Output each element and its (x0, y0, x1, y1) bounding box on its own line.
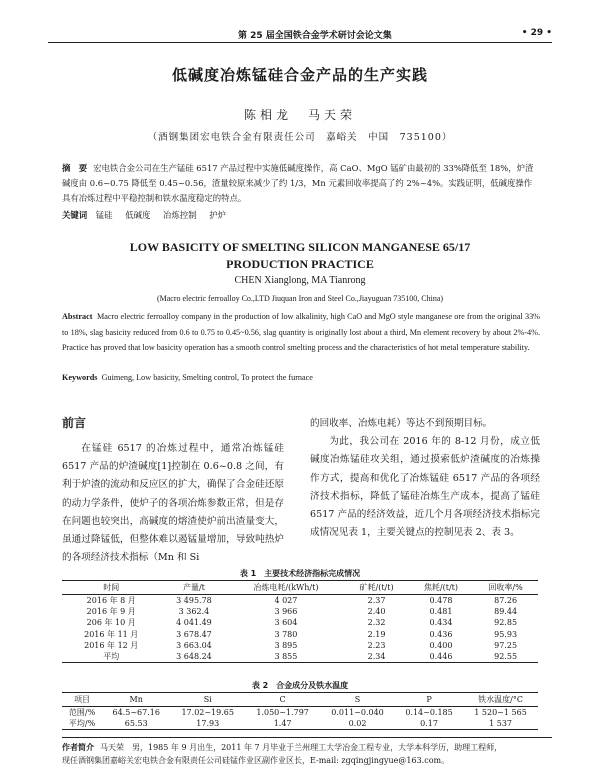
table-cell: 17.93 (170, 718, 245, 730)
table-cell: 64.5~67.16 (112, 708, 160, 718)
table-cell: 3 663.04 (176, 640, 212, 650)
footnote-line2: 现任酒钢集团嘉峪关宏电铁合金有限责任公司硅锰作业区副作业区长，E-mail: zgqingjingyue@163.com。 (62, 756, 450, 765)
table-cell: 2016 年 9 月 (86, 607, 136, 617)
author-footnote (62, 737, 552, 767)
table-row (62, 629, 538, 640)
table-header-cell: S (320, 693, 395, 707)
chinese-keyword: 冶炼控制 (163, 210, 197, 220)
chinese-keywords-label: 关键词 (62, 210, 88, 220)
table-cell: 3 966 (274, 607, 298, 617)
english-title (0, 239, 600, 273)
table-row (62, 640, 538, 651)
table-cell: 92.55 (473, 651, 538, 663)
english-authors: CHEN Xianglong, MA Tianrong (234, 275, 366, 286)
table1-caption: 表 1 主要技术经济指标完成情况 (239, 569, 361, 578)
page-number: • 29 • (521, 28, 552, 38)
table-cell: 3 855 (227, 651, 344, 663)
table1 (62, 580, 538, 663)
table2-caption: 表 2 合金成分及铁水温度 (251, 681, 349, 690)
table-header-cell: C (245, 693, 320, 707)
table-header-cell: 冶炼电耗/(kWh/t) (227, 581, 344, 595)
right-paragraph: 为此，我公司在 2016 年的 8-12 月份，成立低碱度冶炼锰硅攻关组，通过摸索低炉渣碱度的冶炼操作方式，提高和优化了冶炼锰硅 6517 产品的各项经济技术指标，降低了锰硅冶炼生产成本，提高了锰硅 6517 产品的经济效益，近几个月各项经济技术指标完成情况见表 1，主要关键点的控制见表 2、表 3。 (310, 436, 540, 539)
table-cell: 2016 年 12 月 (84, 640, 139, 650)
running-header (48, 26, 552, 43)
table2 (62, 692, 538, 730)
table-cell: 0.02 (320, 718, 395, 730)
left-column (62, 440, 284, 567)
english-abstract-text: Macro electric ferroalloy company in the production of low alkalinity, high CaO and MgO style manganese ore from the original 33% to 18%, slag basicity reduced from 0.6 to 0.75 to 0.45~0.56, slag quantity is originally lost about a third, Mn element recovery by about 2%-4%. Practice has proved that low basicity operation has a smooth control smelting process and the characteristics of hot metal temperature stability. (62, 312, 541, 352)
table-cell: 3 648.24 (160, 651, 227, 663)
chinese-keyword: 低碱度 (125, 210, 151, 220)
table-cell: 范围/% (68, 708, 96, 718)
table-header-cell: 焦耗/(t/t) (409, 581, 473, 595)
table-cell: 2.34 (344, 651, 408, 663)
chinese-keywords (62, 209, 540, 221)
table-header-cell: Si (170, 693, 245, 707)
table-cell: 3 362.4 (178, 607, 210, 617)
table-cell: 2.32 (367, 618, 386, 628)
table-cell: 89.44 (494, 607, 518, 617)
table-cell: 2.40 (367, 607, 386, 617)
table-cell: 65.53 (102, 718, 170, 730)
table-cell: 17.02~19.65 (181, 708, 234, 718)
table-header-row (62, 693, 538, 707)
chinese-abstract (62, 161, 540, 206)
table-cell: 3 495.78 (176, 596, 212, 606)
journal-title: 第 25 届全国铁合金学术研讨会论文集 (238, 31, 392, 41)
table-cell: 3 780 (274, 629, 298, 639)
left-paragraph: 在锰硅 6517 的冶炼过程中，通常冶炼锰硅 6517 产品的炉渣碱度[1]控制在 0.6~0.8 之间，有利于炉渣的流动和反应区的扩大，确保了合金硅还原的动力学条件，使炉子的各项冶炼参数正常，但是存在问题也较突出，高碱度的熔渣使炉前出渣量变大，虽通过降锰低，但整体难以遏锰量增加，导致吨热炉的各项经济技术指标（Mn 和 Si (62, 443, 284, 564)
footnote-line1 (62, 741, 552, 754)
table-header-cell: 回收率/% (473, 581, 538, 595)
table-cell: 97.25 (494, 640, 518, 650)
table-row (62, 718, 538, 730)
chinese-abstract-label: 摘 要 (62, 163, 88, 173)
table-header-cell: 项目 (62, 693, 102, 707)
table-cell: 2.23 (367, 640, 386, 650)
table-header-cell: 产量/t (160, 581, 227, 595)
table-cell: 3 678.47 (176, 629, 212, 639)
table-cell: 2016 年 11 月 (84, 629, 139, 639)
table-row (62, 595, 538, 607)
table-cell: 95.93 (494, 629, 518, 639)
table-row (62, 606, 538, 617)
section-title: 前言 (62, 416, 87, 430)
chinese-abstract-text: 宏电铁合金公司在生产锰硅 6517 产品过程中实施低碱度操作，高 CaO、MgO 锰矿由最初的 33%降低至 18%，炉渣碱度由 0.6~0.75 降低至 0.45~0.56，渣量较原来减少了约 1/3，Mn 元素回收率提高了约 2%~4%。实践证明，低碱度操作具有冶炼过程中平稳控制和铁水温度稳定的特点。 (62, 163, 534, 203)
english-abstract-label: Abstract (62, 312, 93, 321)
table-cell: 0.478 (429, 596, 453, 606)
table-cell: 4 041.49 (176, 618, 212, 628)
table-cell: 2.37 (367, 596, 386, 606)
table-row (62, 617, 538, 628)
table-cell: 0.14~0.185 (405, 708, 453, 718)
table-cell: 1.050~1.797 (256, 708, 309, 718)
right-column (310, 415, 540, 542)
table-cell: 206 年 10 月 (86, 618, 136, 628)
table-row (62, 651, 538, 663)
english-keywords (62, 373, 540, 382)
english-title-line1: LOW BASICITY OF SMELTING SILICON MANGANESE 65/17 (129, 240, 471, 254)
table-header-cell: 矿耗/(t/t) (344, 581, 408, 595)
table-cell: 1.47 (245, 718, 320, 730)
footnote-text-1: 马天荣 男，1985 年 9 月出生，2011 年 7 月毕业于兰州理工大学冶金工程专业，大学本科学历，助理工程师， (100, 743, 503, 752)
table-cell: 3 895 (274, 640, 298, 650)
table-cell: 0.011~0.040 (331, 708, 384, 718)
table-cell: 0.446 (409, 651, 473, 663)
english-abstract (62, 309, 540, 356)
table-cell: 0.400 (429, 640, 453, 650)
table-cell: 1 537 (463, 718, 538, 730)
table-cell: 平均/% (62, 718, 102, 730)
table-cell: 1 520~1 565 (474, 708, 527, 718)
table-header-cell: 铁水温度/°C (463, 693, 538, 707)
chinese-title: 低碱度冶炼锰硅合金产品的生产实践 (171, 66, 428, 84)
table-cell: 0.434 (429, 618, 453, 628)
table-cell: 4 027 (274, 596, 298, 606)
table-header-cell: P (395, 693, 463, 707)
right-paragraph-continued: 的回收率、冶炼电耗）等达不到预期目标。 (310, 418, 493, 429)
table-cell: 2016 年 8 月 (86, 596, 136, 606)
table-cell: 92.85 (494, 618, 518, 628)
table-cell: 0.17 (395, 718, 463, 730)
footnote-label: 作者简介 (62, 743, 94, 752)
chinese-keyword: 护炉 (209, 210, 226, 220)
table-cell: 87.26 (494, 596, 518, 606)
english-keywords-text: Guimeng, Low basicity, Smelting control, To protect the furnace (101, 373, 313, 382)
table-cell: 2.19 (367, 629, 386, 639)
table-header-row (62, 581, 538, 595)
table-cell: 0.436 (429, 629, 453, 639)
table-row (62, 707, 538, 719)
english-keywords-label: Keywords (62, 373, 98, 382)
table-cell: 3 604 (274, 618, 298, 628)
english-title-line2: PRODUCTION PRACTICE (226, 257, 374, 271)
chinese-keyword: 锰硅 (95, 210, 113, 220)
table-cell: 平均 (62, 651, 160, 663)
table-header-cell: 时间 (62, 581, 160, 595)
english-affiliation: (Macro electric ferroalloy Co.,LTD Jiuquan Iron and Steel Co.,Jiayuguan 735100, China) (156, 294, 444, 303)
table-cell: 0.481 (429, 607, 453, 617)
table-header-cell: Mn (102, 693, 170, 707)
chinese-affiliation: （酒钢集团宏电铁合金有限责任公司 嘉峪关 中国 735100） (147, 132, 453, 143)
chinese-authors: 陈相龙 马天荣 (243, 108, 356, 122)
